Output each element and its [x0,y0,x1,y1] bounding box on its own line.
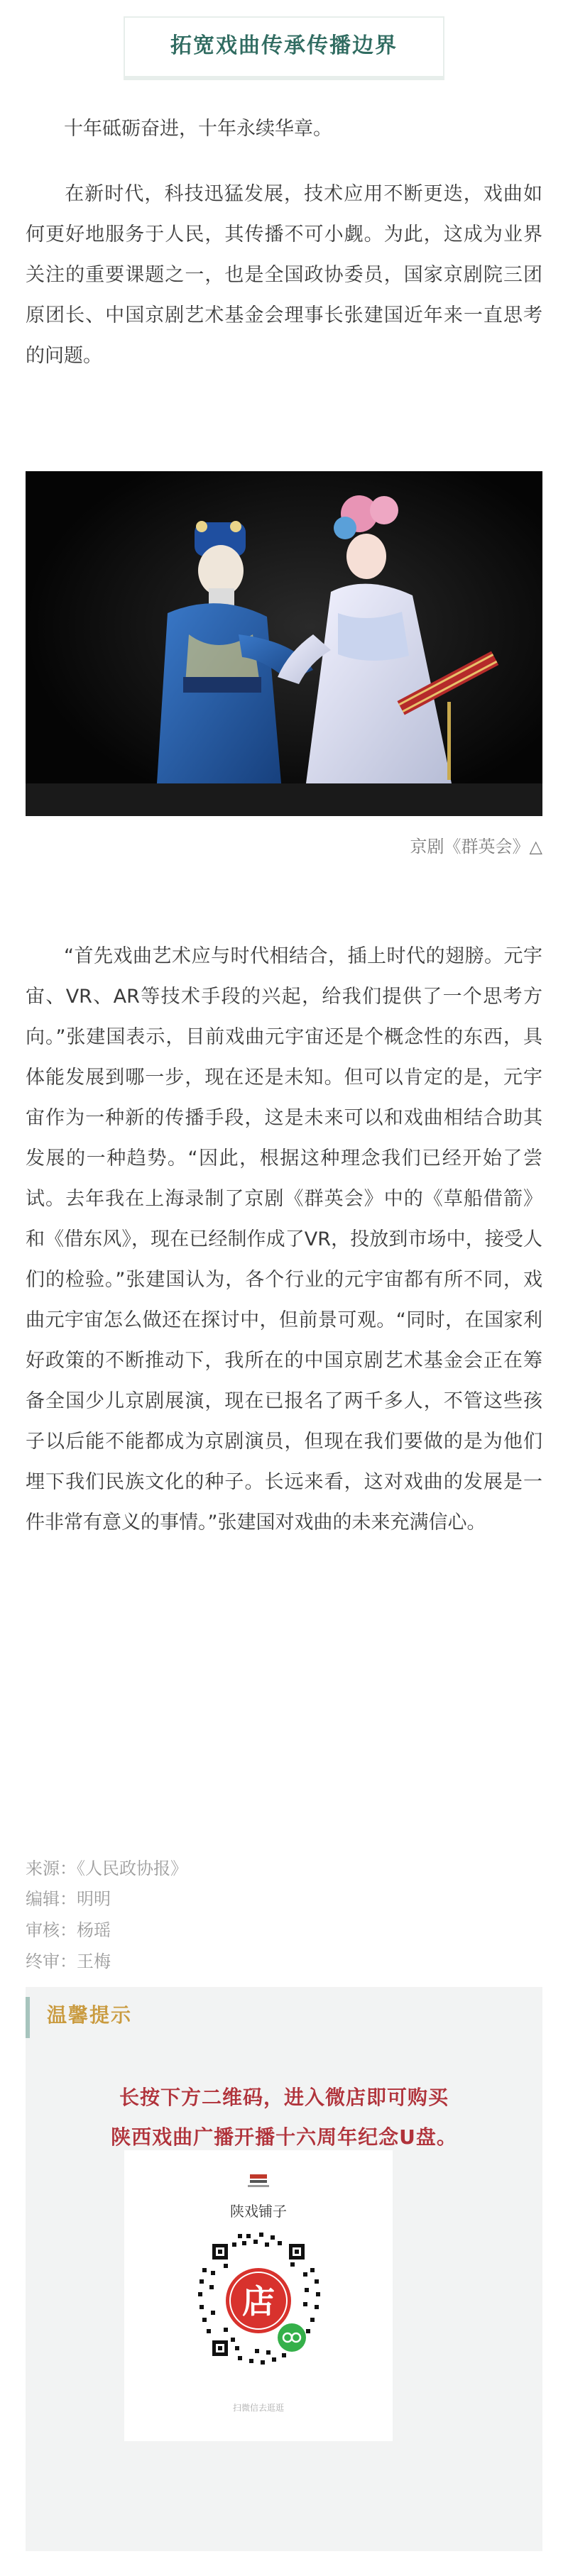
tip-line-2: 陕西戏曲广播开播十六周年纪念U盘。 [111,2125,457,2149]
tip-title: 温馨提示 [47,2003,133,2027]
tip-line-1: 长按下方二维码，进入微店即可购买 [119,2086,449,2109]
shop-qr-graphic[interactable] [124,2150,393,2441]
title-underline [125,76,443,80]
shop-logo-icon [248,2174,269,2187]
paragraph-1: 在新时代，科技迅猛发展，技术应用不断更迭，戏曲如何更好地服务于人民，其传播不可小觑。为此，这成为业界关注的重要课题之一，也是全国政协委员，国家京剧院三团原团长、中国京剧艺术基金会理事长张建国近年来一直思考的问题。 [26,183,542,367]
shop-qr-card[interactable] [124,2150,393,2441]
article-title: 拓宽戏曲传承传播边界 [170,33,398,58]
meta-editor: 编辑：明明 [26,1889,111,1909]
meta-reviewer: 审核：杨瑶 [26,1920,111,1940]
shop-name: 陕戏铺子 [230,2203,287,2220]
meta-source: 来源：《人民政协报》 [26,1859,187,1878]
photo-caption: 京剧《群英会》△ [410,837,542,857]
paragraph-2: “首先戏曲艺术应与时代相结合，插上时代的翅膀。元宇宙、VR、AR等技术手段的兴起，给我们提供了一个思考方向。”张建国表示，目前戏曲元宇宙还是个概念性的东西，具体能发展到哪一步，现在还是未知。但可以肯定的是，元宇宙作为一种新的传播手段，这是未来可以和戏曲相结合助其发展的一种趋势。“因此，根据这种理念我们已经开始了尝试。去年我在上海录制了京剧《群英会》中的《草船借箭》和《借东风》，现在已经制作成了VR，投放到市场中，接受人们的检验。”张建国认为，各个行业的元宇宙都有所不同，戏曲元宇宙怎么做还在探讨中，但前景可观。“同时，在国家利好政策的不断推动下，我所在的中国京剧艺术基金会正在筹备全国少儿京剧展演，现在已报名了两千多人，不管这些孩子以后能不能都成为京剧演员，但现在我们要做的是为他们埋下我们民族文化的种子。长远来看，这对戏曲的发展是一件非常有意义的事情。”张建国对戏曲的未来充满信心。 [26,945,542,1534]
qr-code[interactable] [198,2233,320,2365]
store-badge-text: 店 [242,2282,275,2321]
opera-stage-photo [26,471,542,816]
scan-hint: 扫微信去逛逛 [232,2403,285,2413]
opera-performers-illustration [26,471,542,816]
intro-paragraph: 十年砥砺奋进，十年永续华章。 [64,118,332,140]
tip-accent-bar [26,1997,30,2038]
article-title-box [124,16,444,80]
meta-final: 终审：王梅 [26,1952,111,1971]
